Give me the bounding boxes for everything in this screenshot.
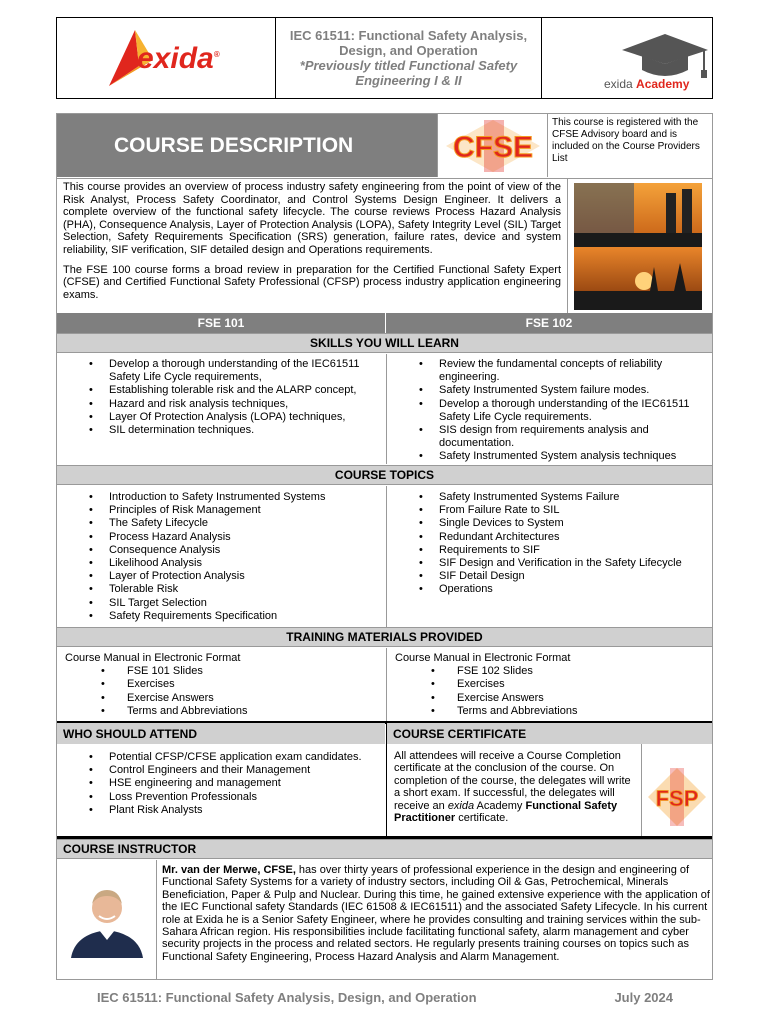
list-item: • Terms and Abbreviations xyxy=(395,705,712,718)
title-line-4: Engineering I & II xyxy=(355,73,462,88)
list-item: • SIF Design and Verification in the Safety Lifecycle xyxy=(387,557,712,570)
skills-right-list xyxy=(387,358,712,464)
list-item: • SIL Target Selection xyxy=(57,597,385,610)
cfse-logo-icon xyxy=(446,120,540,172)
title-line-1: IEC 61511: Functional Safety Analysis, xyxy=(289,28,528,43)
title-line-3: *Previously titled Functional Safety xyxy=(299,58,518,73)
topics-right-items xyxy=(387,491,712,597)
course-instructor-heading: COURSE INSTRUCTOR xyxy=(57,839,712,859)
exida-logo-cell xyxy=(57,18,276,98)
list-item: • Develop a thorough understanding of the IEC61511 Safety Life Cycle requirements, xyxy=(57,358,385,384)
list-item: • From Failure Rate to SIL xyxy=(387,504,712,517)
topics-right-list xyxy=(387,491,712,597)
materials-left-intro: Course Manual in Electronic Format xyxy=(65,652,241,664)
list-item: • HSE engineering and management xyxy=(57,777,385,790)
list-item: • Safety Instrumented System failure modes. xyxy=(387,384,712,397)
list-item: • Single Devices to System xyxy=(387,517,712,530)
graduation-cap-icon xyxy=(620,32,710,82)
who-cert-divider xyxy=(386,723,387,837)
who-should-attend-items xyxy=(57,751,385,817)
course-title xyxy=(276,18,542,98)
list-item: • Process Hazard Analysis xyxy=(57,531,385,544)
instructor-photo xyxy=(57,860,157,979)
materials-left xyxy=(65,652,385,718)
list-item: • FSE 101 Slides xyxy=(65,665,385,678)
topics-left-items xyxy=(57,491,385,623)
footer-course-title: IEC 61511: Functional Safety Analysis, Design, and Operation xyxy=(97,990,477,1005)
list-item: • Safety Instrumented Systems Failure xyxy=(387,491,712,504)
list-item: • Safety Instrumented System analysis techniques xyxy=(387,450,712,463)
instructor-portrait xyxy=(67,878,147,958)
topics-heading: COURSE TOPICS xyxy=(57,465,712,485)
list-item: • Exercises xyxy=(395,678,712,691)
list-item: • Terms and Abbreviations xyxy=(65,705,385,718)
footer-date: July 2024 xyxy=(614,990,673,1005)
course-sheet xyxy=(56,113,713,980)
list-item: • Safety Requirements Specification xyxy=(57,610,385,623)
who-should-attend-list xyxy=(57,751,385,817)
list-item: • SIL determination techniques. xyxy=(57,424,385,437)
column-header-fse-102: FSE 102 xyxy=(386,313,712,333)
skills-left-list xyxy=(57,358,385,437)
list-item: • The Safety Lifecycle xyxy=(57,517,385,530)
exida-academy-logo xyxy=(542,18,712,98)
list-item: • FSE 102 Slides xyxy=(395,665,712,678)
list-item: • Control Engineers and their Management xyxy=(57,764,385,777)
materials-heading: TRAINING MATERIALS PROVIDED xyxy=(57,627,712,647)
skills-right-items xyxy=(387,358,712,464)
list-item: • Layer of Protection Analysis xyxy=(57,570,385,583)
list-item: • Potential CFSP/CFSE application exam candidates. xyxy=(57,751,385,764)
list-item: • Review the fundamental concepts of reliability engineering. xyxy=(387,358,712,384)
list-item: • Operations xyxy=(387,583,712,596)
topics-divider xyxy=(386,486,387,627)
exida-logo-text: exida® xyxy=(137,42,220,75)
instructor-bio: Mr. van der Merwe, CFSE, has over thirty years of professional experience in the design and engineering of Functional Safety Systems for a variety of industry sectors, including Oil & Gas, Petrochemical, Minerals Beneficiation, Paper & Pulp and Nuclear. During this time, he gained extensive experience with the application of the IEC Functional safety Standards (IEC 61508 & IEC61511) and the associated Safety Lifecycle. In his current role at Exida he is a Senior Safety Engineer, where he provides consulting and training services within the sub-Sahara African region. His responsibilities include facilitating functional safety, alarm management and cyber security projects in the process and related sectors. He regularly presents training courses on topics such as Functional Safety Engineering, Process Hazard Analysis and Alarm Management. xyxy=(162,864,710,963)
column-header-fse-101: FSE 101 xyxy=(57,313,385,333)
skills-heading: SKILLS YOU WILL LEARN xyxy=(57,333,712,353)
intro-paragraph-2: The FSE 100 course forms a broad review in preparation for the Certified Functional Safety Expert (CFSE) and Certified Functional Safety Professional (CFSP) process industry application engineering exams. xyxy=(63,263,561,301)
list-item: • Hazard and risk analysis techniques, xyxy=(57,398,385,411)
list-item: • Likelihood Analysis xyxy=(57,557,385,570)
list-item: • Exercises xyxy=(65,678,385,691)
page-header xyxy=(56,17,713,99)
refinery-photo xyxy=(567,178,712,313)
fsp-logo xyxy=(641,744,712,837)
registration-note: This course is registered with the CFSE Advisory board and is included on the Course Providers List xyxy=(547,114,712,177)
materials-left-items xyxy=(65,665,385,718)
list-item: • Principles of Risk Management xyxy=(57,504,385,517)
list-item: • Plant Risk Analysts xyxy=(57,804,385,817)
list-item: • Tolerable Risk xyxy=(57,583,385,596)
refinery-image xyxy=(574,183,702,310)
materials-right xyxy=(395,652,712,718)
list-item: • SIS design from requirements analysis and documentation. xyxy=(387,424,712,450)
page-footer xyxy=(97,990,673,1005)
materials-divider xyxy=(386,648,387,721)
fsp-logo-text: FSP xyxy=(655,786,699,811)
list-item: • Develop a thorough understanding of the IEC61511 Safety Life Cycle requirements. xyxy=(387,398,712,424)
academy-text: exida Academy xyxy=(604,77,690,91)
who-should-attend-heading: WHO SHOULD ATTEND xyxy=(57,723,385,744)
cfse-logo-text: CFSE xyxy=(452,131,534,164)
list-item: • Loss Prevention Professionals xyxy=(57,791,385,804)
list-item: • SIF Detail Design xyxy=(387,570,712,583)
list-item: • Exercise Answers xyxy=(65,692,385,705)
list-item: • Consequence Analysis xyxy=(57,544,385,557)
title-line-2: Design, and Operation xyxy=(339,43,478,58)
cfse-logo xyxy=(437,114,547,177)
list-item: • Layer Of Protection Analysis (LOPA) techniques, xyxy=(57,411,385,424)
materials-right-items xyxy=(395,665,712,718)
skills-left-items xyxy=(57,358,385,437)
course-description-heading: COURSE DESCRIPTION xyxy=(57,114,437,177)
list-item: • Establishing tolerable risk and the ALARP concept, xyxy=(57,384,385,397)
skills-divider xyxy=(386,354,387,464)
list-item: • Introduction to Safety Instrumented Systems xyxy=(57,491,385,504)
course-certificate-heading: COURSE CERTIFICATE xyxy=(387,723,712,744)
intro-paragraph-1: This course provides an overview of process industry safety engineering from the point of view of the Risk Analyst, Process Safety Coordinator, and Control Systems Design Engineer. It delivers a complete overview of the functional safety lifecycle. The course reviews Process Hazard Analysis (PHA), Consequence Analysis, Layer of Protection Analysis (LOPA), Safety Integrity Level (SIL) Target Selection, Safety Requirements Specification (SRS) generation, failure rates, device and system reliability, SIF verification, SIF detailed design and Operations requirements. xyxy=(63,181,561,256)
certificate-text: All attendees will receive a Course Completion certificate at the conclusion of the course. On completion of the course, the delegates will write a short exam. If successful, the delegates will receive an exida Academy Functional Safety Practitioner certificate. xyxy=(394,750,631,825)
course-intro xyxy=(57,178,567,313)
topics-left-list xyxy=(57,491,385,623)
list-item: • Exercise Answers xyxy=(395,692,712,705)
list-item: • Redundant Architectures xyxy=(387,531,712,544)
materials-right-intro: Course Manual in Electronic Format xyxy=(395,652,571,664)
list-item: • Requirements to SIF xyxy=(387,544,712,557)
fsp-logo-icon xyxy=(648,768,706,826)
